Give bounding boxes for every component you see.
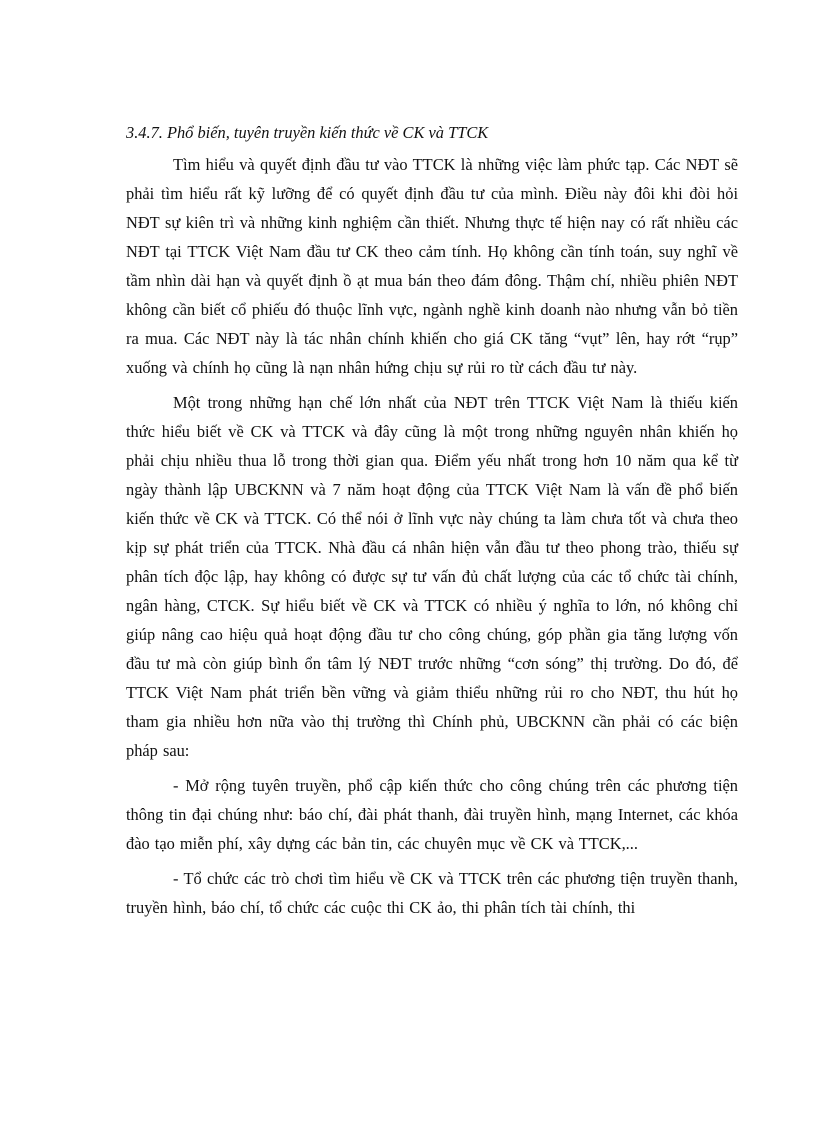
paragraph-measure-1: - Mở rộng tuyên truyền, phổ cập kiến thức cho công chúng trên các phương tiện thông tin đại chúng như: báo chí, đài phát thanh, đài truyền hình, mạng Internet, các khóa đào tạo miễn phí, xây dựng các bản tin, các chuyên mục về CK và TTCK,...	[126, 776, 738, 853]
paragraph-measure-2: - Tổ chức các trò chơi tìm hiểu về CK và TTCK trên các phương tiện truyền thanh, truyền hình, báo chí, tổ chức các cuộc thi CK ảo, thi phân tích tài chính, thi	[126, 869, 738, 917]
document-page	[126, 118, 738, 928]
section-heading: 3.4.7. Phổ biến, tuyên truyền kiến thức về CK và TTCK	[126, 123, 489, 142]
paragraph-limitations: Một trong những hạn chế lớn nhất của NĐT trên TTCK Việt Nam là thiếu kiến thức hiểu biết về CK và TTCK và đây cũng là một trong những nguyên nhân khiến họ phải chịu nhiều thua lỗ trong thời gian qua. Điểm yếu nhất trong hơn 10 năm qua kể từ ngày thành lập UBCKNN và 7 năm hoạt động của TTCK Việt Nam là vấn đề phổ biến kiến thức về CK và TTCK. Có thể nói ở lĩnh vực này chúng ta làm chưa tốt và chưa theo kịp sự phát triển của TTCK. Nhà đầu cá nhân hiện vẫn đầu tư theo phong trào, thiếu sự phân tích độc lập, hay không có được sự tư vấn đủ chất lượng của các tổ chức tài chính, ngân hàng, CTCK. Sự hiểu biết về CK và TTCK có nhiều ý nghĩa to lớn, nó không chỉ giúp nâng cao hiệu quả hoạt động đầu tư cho công chúng, góp phần gia tăng lượng vốn đầu tư mà còn giúp bình ổn tâm lý NĐT trước những “cơn sóng” thị trường. Do đó, để TTCK Việt Nam phát triển bền vững và giảm thiểu những rủi ro cho NĐT, thu hút họ tham gia nhiều hơn nữa vào thị trường thì Chính phủ, UBCKNN cần phải có các biện pháp sau:	[126, 393, 738, 760]
paragraph-intro: Tìm hiểu và quyết định đầu tư vào TTCK là những việc làm phức tạp. Các NĐT sẽ phải tìm hiểu rất kỹ lưỡng để có quyết định đầu tư của mình. Điều này đôi khi đòi hỏi NĐT sự kiên trì và những kinh nghiệm cần thiết. Nhưng thực tế hiện nay có rất nhiều các NĐT tại TTCK Việt Nam đầu tư CK theo cảm tính. Họ không cần tính toán, suy nghĩ về tầm nhìn dài hạn và quyết định ồ ạt mua bán theo đám đông. Thậm chí, nhiều phiên NĐT không cần biết cổ phiếu đó thuộc lĩnh vực, ngành nghề kinh doanh nào nhưng vẫn bỏ tiền ra mua. Các NĐT này là tác nhân chính khiến cho giá CK tăng “vụt” lên, hay rớt “rụp” xuống và chính họ cũng là nạn nhân hứng chịu sự rủi ro từ cách đầu tư này.	[126, 155, 738, 377]
